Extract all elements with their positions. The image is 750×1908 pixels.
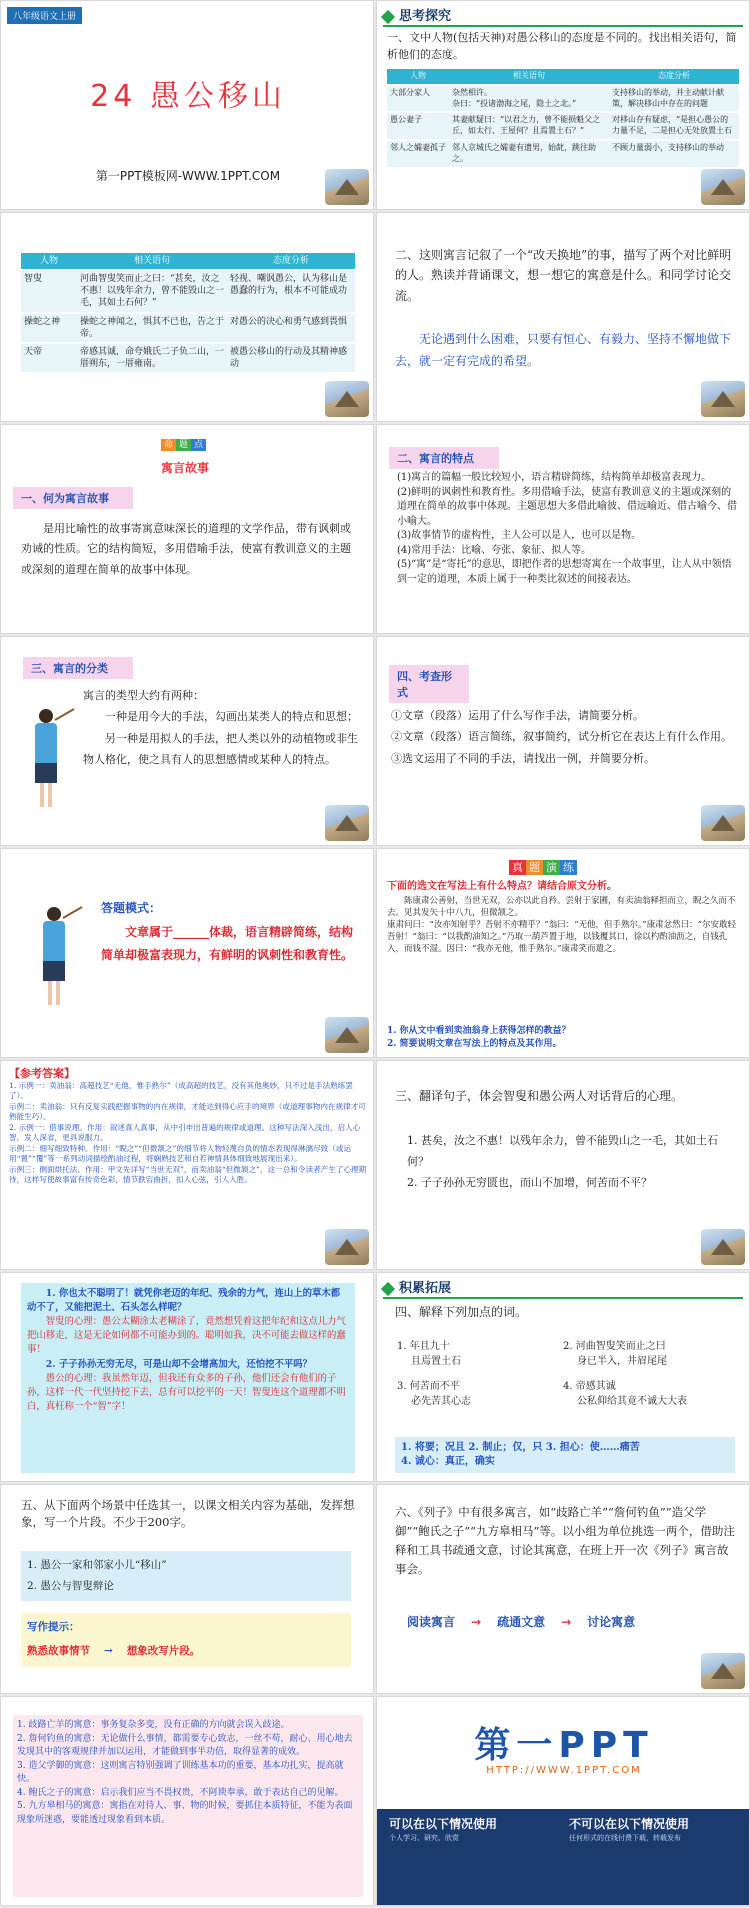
list-item: (2)鲜明的讽刺性和教育性。多用借喻手法，使富有教训意义的主题或深刻的道理在简单的故事中体现。主题思想大多借此喻彼、借远喻近、借古喻今、借小喻大。 [397,486,737,527]
list-item: ③选文运用了不同的手法，请找出一例，并简要分析。 [391,751,655,765]
section-label: 四、考查形式 [389,665,469,703]
list-item: (3)故事情节的虚构性，主人公可以是人，也可以是物。 [397,530,642,541]
option-item: 1. 愚公一家和邻家小儿“移山” [27,1559,167,1571]
word-col-right: 2. 河曲智叟笑而止之曰 身已半入，井眉尾尾 4. 帝感其诚 公私仰给其竟不诚大大表 [563,1341,687,1407]
mountain-icon [325,805,369,841]
mountain-icon [325,1017,369,1053]
slide-q6[interactable] [376,1484,750,1694]
table-row: 智叟 河曲智叟笑而止之曰：“甚矣，汝之不惠！以残年余力，曾不能毁山之一毛，其如土石何？” 轻视、嘲讽愚公，认为移山是愚蠢的行为，根本不可能成功 [21,270,355,312]
practice-question: 下面的选文在写法上有什么特点？请结合原文分析。 [387,881,617,892]
list-item: 1. 甚矣，汝之不惠！以残年余力，曾不能毁山之一毛，其如土石何？ [407,1134,718,1168]
mountain-icon [325,169,369,205]
translation-text: 1. 你也太不聪明了！就凭你老迈的年纪、残余的力气，连山上的草木都动不了，又能把泥土、石头怎么样呢？ 智叟的心理：愚公太糊涂太老糊涂了，竟然想凭着这把年纪和这点儿力气把山移走，这是无论如何都不可能办到的。聪明如我，决不可能去做这样的蠢事！ 2. 子子孙孙无穷无尽，可是山却不会增高加大，还怕挖不平吗？ 愚公的心理：我虽然年迈，但我还有众多的子孙，他们还会有他们的子孙，这样一代一代坚持挖下去，总有可以挖平的一天！智叟连这个道理都不明白，真枉称一个“智”字！ [27,1288,346,1412]
license-panel [377,1809,750,1906]
cannot-use-heading: 不可以在以下情况使用 [569,1817,690,1831]
list-item: 2. 詹何钓鱼的寓意：无论做什么事情，都需要专心致志，一丝不苟，耐心、用心地去发现其中的客观规律并加以运用，才能做到事半功倍，取得显著的成效。 [17,1733,353,1757]
features-list [397,471,737,587]
slide-q2[interactable] [376,212,750,422]
slide-answer-pattern[interactable] [0,848,374,1058]
list-item: 2. 子子孙孙无穷匮也，而山不加增，何苦而不平？ [407,1175,652,1189]
slide-accumulate[interactable] [376,1272,750,1482]
types-text: 寓言的类型大约有两种： 一种是用今大的手法，勾画出某类人的特点和思想； 另一种是用拟人的手法，把人类以外的动植物或非生物人格化，使之具有人的思想感情或某种人的特点。 [83,689,358,767]
section-heading: 思考探究 [383,5,451,24]
option-item: 2. 愚公与智叟辩论 [27,1580,114,1592]
slide-translation-answer[interactable] [0,1272,374,1482]
table-row: 愚公妻子 其妻献疑曰：“以君之力，曾不能损魁父之丘，如太行、王屋何？且焉置土石？” 对移山存有疑虑，“是担心愚公的力量不足，二是担心无处放置土石 [387,112,739,140]
attitude-table-2: 人物 相关语句 态度分析 智叟 河曲智叟笑而止之曰：“甚矣，汝之不惠！以残年余力，曾不能毁山之一毛，其如土石何？” 轻视、嘲讽愚公，认为移山是愚蠢的行为，根本不可能成功 操蛇之神 操蛇之神闻之，惧其不已也，告之于帝。 对愚公的决心和勇气感到畏惧 天帝 帝感其诚，命夸娥氏二子负二山，一厝朔东，一厝雍南。 被愚公移山的行动及其精神感动 [21,253,355,372]
word-col-left: 1. 年且九十 且焉置土石 3. 何苦而不平 必先苦其心志 [397,1341,471,1407]
list-item: (5)“寓”是“寄托”的意思，即把作者的思想寄寓在一个故事里，让人从中领悟到一定的道理，本质上属于一种类比叙述的间接表达。 [397,559,732,585]
slide-q5[interactable] [0,1484,374,1694]
section-heading: 积累拓展 [383,1277,451,1296]
list-item: 4. 鲍氏之子的寓意：启示我们应当不畏权贵，不阿谀奉承，敢于表达自己的见解。 [17,1787,344,1798]
slide-fable-features[interactable] [376,424,750,634]
list-item: ①文章（段落）运用了什么写作手法，请简要分析。 [391,709,644,722]
slide-q3[interactable] [376,1060,750,1270]
sentence-list [407,1131,735,1194]
mountain-icon [701,381,745,417]
brand-url[interactable]: HTTP://WWW.1PPT.COM [486,1765,642,1776]
exam-list [391,705,737,769]
table-row: 天帝 帝感其诚，命夸娥氏二子负二山，一厝朔东，一厝雍南。 被愚公移山的行动及其精神感动 [21,343,355,372]
meanings-list [17,1719,359,1827]
teacher-icon [37,907,71,1007]
table-row: 操蛇之神 操蛇之神闻之，惧其不已也，告之于帝。 对愚公的决心和勇气感到畏惧 [21,313,355,343]
lesson-title: 24 愚公移山 [90,79,286,114]
can-use-sub: 个人学习、研究、欣赏 [389,1834,459,1842]
slide-table-cont[interactable] [0,212,374,422]
attitude-table: 人物 相关语句 态度分析 大部分家人 杂然相许。 杂曰：“投诸渤海之尾，隐土之北。” 支持移山的举动，并主动献计献策，解决移山中存在的问题 愚公妻子 其妻献疑曰：“以君之力，曾不能损魁父之丘，如太行、王屋何？且焉置土石？” 对移山存有疑虑，“是担心愚公的力量不足，二是担心无处放置土石 邻人之孀妻孤子 邻人京城氏之孀妻有遗男，始龀，跳往助之。 不顾力量弱小，支持移山的举动 [387,69,739,167]
mountain-icon [325,381,369,417]
diamond-icon [381,1281,395,1295]
teacher-icon [29,709,63,809]
slide-exam-forms[interactable] [376,636,750,846]
tip-label: 写作提示： [27,1621,80,1633]
subquestions: 1. 你从文中看到卖油翁身上获得怎样的教益？ 2. 简要说明文章在写法上的特点及其作用。 [387,1026,571,1049]
question-text: 二、这则寓言记叙了一个“改天换地”的事，描写了两个对比鲜明的人。熟读并背诵课文，想一想它的寓意是什么。和同学讨论交流。 [395,248,732,303]
slide-ppt-footer[interactable] [376,1696,750,1906]
slide-think-explore[interactable] [376,0,750,210]
topic-badge: 命 题 点 [161,437,206,450]
list-item: 5. 九方皋相马的寓意：寓指在对待人、事、物的时候，要抓住本质特征，不能为表面现象所迷惑，要能透过现象看到本质。 [17,1801,353,1825]
options-text [27,1555,347,1597]
question-text: 五、从下面两个场景中任选其一，以课文相关内容为基础，发挥想象，写一个片段。不少于200字。 [21,1498,355,1530]
answer-text: 1. 将要；况且 2. 制止；仅，只 3. 担心：使……痛苦 4. 诚心：真正，确实 [401,1442,640,1467]
question-text: 六、《列子》中有很多寓言，如“歧路亡羊”“詹何钓鱼”“造父学御”“鲍氏之子”“九方皋相马”等。以小组为单位挑选一两个，借助注释和工具书疏通文意，讨论其寓意，在班上开一次《列子》寓言故事会。 [395,1505,735,1576]
slide-exam-practice[interactable] [376,848,750,1058]
pattern-text: 文章属于______体裁，语言精辟简练，结构简单却极富表现力，有鲜明的讽刺性和教育性。 [101,925,354,962]
passage-text: 陈康肃公善射，当世无双，公亦以此自矜。尝射于家圃，有卖油翁释担而立，睨之久而不去。见其发矢十中八九，但微颔之。 康肃问曰：“汝亦知射乎？吾射不亦精乎？”翁曰：“无他，但手熟尔。”康肃忿然曰：“尔安敢轻吾射！”翁曰：“以我酌油知之。”乃取一葫芦置于地，以钱覆其口，徐以杓酌油沥之，自钱孔入，而钱不湿。因曰：“我亦无他，惟手熟尔。”康肃笑而遣之。 [387,896,736,955]
definition-text: 是用比喻性的故事寄寓意味深长的道理的文学作品，带有讽刺或劝诫的性质。它的结构简短，多用借喻手法，使富有教训意义的主题或深刻的道理在简单的故事中体现。 [21,522,351,576]
topic-subtitle: 寓言故事 [161,461,210,475]
slide-title[interactable] [0,0,374,210]
mountain-icon [701,169,745,205]
process-steps: 阅读寓言 → 疏通文意 → 讨论寓意 [407,1615,636,1629]
diamond-icon [381,9,395,23]
site-caption: 第一PPT模板网-WWW.1PPT.COM [95,169,281,183]
mountain-icon [325,1229,369,1265]
cannot-use-sub: 任何形式的在线付费下载，转载发布 [569,1834,681,1842]
pattern-lead: 答题模式： [101,901,162,915]
slide-fable-meanings[interactable] [0,1696,374,1906]
mountain-icon [701,805,745,841]
list-item: (1)寓言的篇幅一般比较短小，语言精辟简练，结构简单却极富表现力。 [397,472,712,483]
slide-fable-def[interactable] [0,424,374,634]
section-label: 三、寓言的分类 [23,657,133,679]
list-item: 3. 造父学御的寓意：这则寓言特别强调了训练基本功的重要，基本功扎实，提高就快。 [17,1760,344,1784]
answer-text: 无论遇到什么困难，只要有恒心、有毅力、坚持不懈地做下去，就一定有完成的希望。 [395,332,732,368]
question-text: 一、文中人物(包括天神)对愚公移山的态度是不同的。找出相关语句，简析他们的态度。 [387,31,737,62]
section-label: 二、寓言的特点 [389,447,499,469]
mountain-icon [701,1653,745,1689]
can-use-heading: 可以在以下情况使用 [389,1817,498,1831]
answer-body: 1. 示例一：卖油翁：高超技艺“无他，惟手熟尔”（成高超的技艺，没有其他奥妙，只不过是手法熟练罢了）。 示例二：卖油翁：只有反复实践把握事物的内在规律，才能达到得心应手的境界（或道理事物内在规律才可熟能生巧）。 2. 示例一：借事说理。作用：叙述真人真事，从中引申出普遍的规律或道理。这种写法深入浅出，启人心智，发人深省，更具说服力。 示例二：细写细致特种。作用：“睨之”“但微颔之”的细节将人物轻蔑自负的情态表现得淋漓尽致（或运用“置”“覆”等一系列动词描绘酌油过程，将娴熟技艺和自若神情具体细致地展现出来）。 示例三：侧面烘托法。作用：甲文先详写“当世无双”，而卖油翁“但微颔之”，这一总和令读者产生了心理期待，这样写使故事富有传奇色彩，情节跌宕曲折，扣人心弦，引人入胜。 [9,1081,367,1185]
list-item: ②文章（段落）语言简练，叙事简约，试分析它在表达上有什么作用。 [391,730,732,744]
brand-logo: 第一PPT [474,1725,654,1766]
table-row: 大部分家人 杂然相许。 杂曰：“投诸渤海之尾，隐土之北。” 支持移山的举动，并主动献计献策，解决移山中存在的问题 [387,85,739,113]
question-text: 三、翻译句子，体会智叟和愚公两人对话背后的心理。 [395,1089,684,1103]
practice-badge: 真 题 演 练 [509,859,577,875]
tip-steps: 熟悉故事情节 → 想象改写片段。 [27,1645,201,1657]
slide-fable-types[interactable] [0,636,374,846]
answer-heading: 【参考答案】 [9,1067,75,1080]
table-row: 邻人之孀妻孤子 邻人京城氏之孀妻有遗男，始龀，跳往助之。 不顾力量弱小，支持移山的举动 [387,140,739,167]
section-label: 一、何为寓言故事 [13,487,133,509]
list-item: 1. 歧路亡羊的寓意：事务复杂多变，没有正确的方向就会误入歧途。 [17,1720,290,1730]
question-text: 四、解释下列加点的词。 [395,1305,528,1319]
list-item: (4)常用手法：比喻、夸张、象征、拟人等。 [397,544,592,556]
mountain-icon [701,1229,745,1265]
grade-tag: 八年级语文上册 [7,7,82,24]
slide-reference-answer[interactable] [0,1060,374,1270]
